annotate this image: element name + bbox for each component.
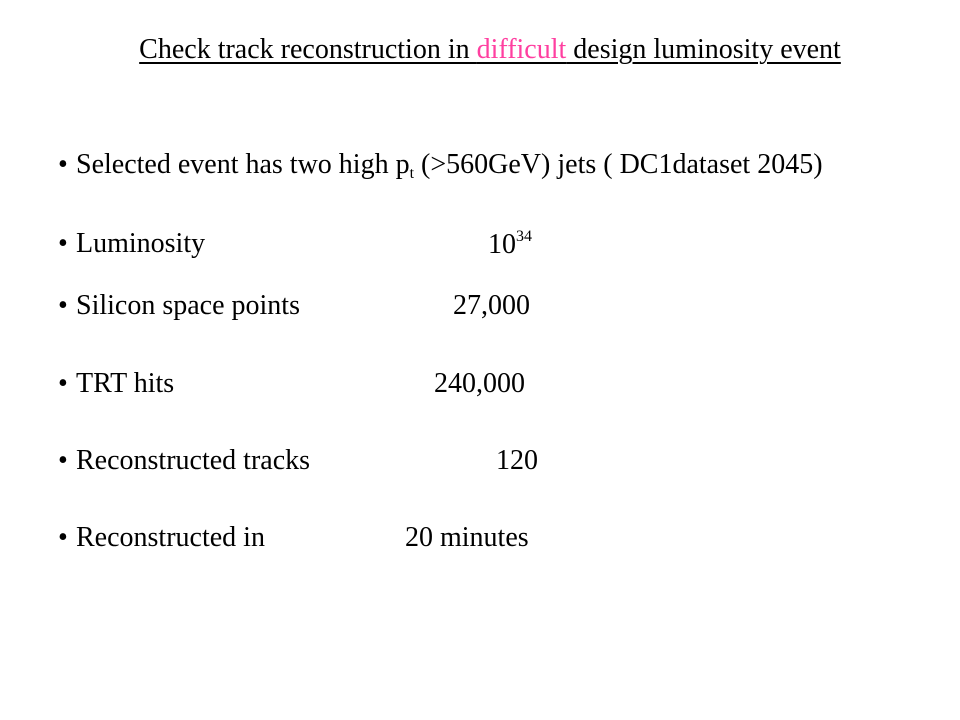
stat-value-luminosity (488, 228, 532, 261)
bullet-icon: • (58, 368, 68, 399)
stat-label: Reconstructed in (76, 522, 265, 553)
event-description-line (58, 149, 823, 183)
stat-value-reconstruction-time: 20 minutes (405, 522, 529, 553)
bullet-icon: • (58, 445, 68, 476)
stat-value-base: 10 (488, 229, 516, 260)
event-subscript: t (409, 165, 415, 182)
event-text-after: (>560GeV) jets ( DC1dataset 2045) (414, 149, 823, 180)
bullet-icon: • (58, 149, 68, 180)
stat-label: TRT hits (76, 368, 175, 399)
stat-label: Reconstructed tracks (76, 445, 311, 476)
stat-row-reconstruction-time (58, 522, 265, 554)
stat-row-silicon-space-points (58, 290, 300, 322)
stat-label: Luminosity (76, 228, 206, 259)
bullet-icon: • (58, 290, 68, 321)
stat-value-trt-hits: 240,000 (434, 368, 525, 399)
stat-row-reconstructed-tracks (58, 445, 310, 477)
stat-row-trt-hits (58, 368, 174, 400)
title-text-after: design luminosity event (566, 34, 841, 65)
stat-label: Silicon space points (76, 290, 300, 321)
bullet-icon: • (58, 522, 68, 553)
title-text-before: Check track reconstruction in (139, 34, 477, 65)
event-text-before: Selected event has two high p (76, 149, 410, 180)
stat-value-reconstructed-tracks: 120 (496, 445, 538, 476)
stat-value-exponent: 34 (516, 228, 532, 245)
title-highlight: difficult (476, 34, 567, 65)
slide-title (0, 34, 960, 66)
stat-row-luminosity (58, 228, 205, 260)
stat-value-silicon-space-points: 27,000 (453, 290, 530, 321)
bullet-icon: • (58, 228, 68, 259)
